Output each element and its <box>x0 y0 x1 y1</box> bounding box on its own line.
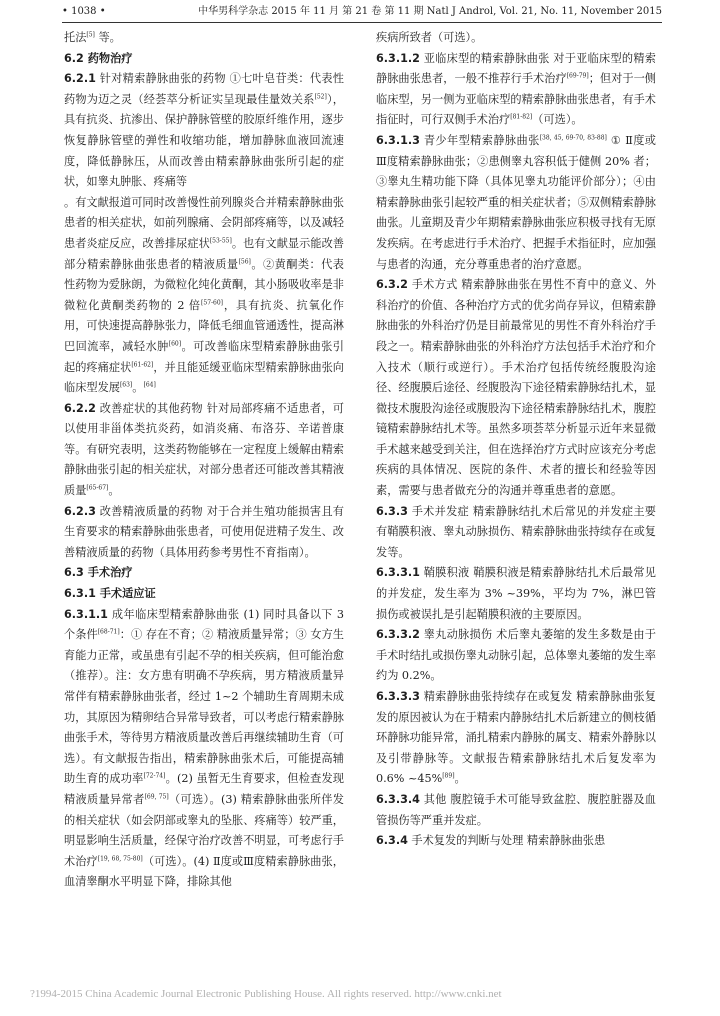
subsection-number: 6.2.1 <box>64 72 96 86</box>
paragraph-text: ：① 存在不育；② 精液质量异常；③ 女方生育能力正常，或虽患有引起不孕的相关疾病，但可能治愈（推荐）。注：女方患有明确不孕疾病，男方精液质量异常伴有精索静脉曲张者，经过 1~2 个辅助生育周期未成功，其原因为精卵结合异常导致者，可以考虑行精索静脉曲张手术，等待男方精液质量改善后再继续辅助生育（可选）。有文献报告指出，精索静脉曲张术后，可能提高辅助生育的成功率 <box>64 628 344 786</box>
paragraph-text: 。②黄酮类：代表性药物为爱脉朗，为微粒化纯化黄酮，其小肠吸收率是非微粒化黄酮类药物的 2 倍 <box>64 257 344 312</box>
paragraph-text: 。(2) 虽暂无生育要求，但检查发现精液质量异常者 <box>64 772 344 806</box>
citation: [52] <box>314 93 327 101</box>
subsection-number: 6.3.3 <box>376 504 408 518</box>
paragraph-text: 手术复发的判断与处理 精索静脉曲张患 <box>407 834 606 848</box>
citation: [60] <box>168 340 182 348</box>
section-heading: 6.3 手术治疗 <box>64 566 133 580</box>
citation: [53-55] <box>209 237 232 245</box>
paragraph-text: 。 <box>454 772 466 786</box>
paragraph-text: 睾丸动脉损伤 术后睾丸萎缩的发生多数是由于手术时结扎或损伤睾丸动脉引起，总体睾丸萎缩的发生率约为 0.2%。 <box>376 628 656 683</box>
paragraph-text: ，并且能延缓亚临床型精索静脉曲张向临床型发展 <box>64 360 344 395</box>
paragraph-text: 。也有文献显示能改善部分精索静脉曲张患者的精液质量 <box>64 236 344 271</box>
citation: [69, 75] <box>144 793 169 801</box>
paragraph-text: 改善症状的其他药物 针对局部疼痛不适患者，可以使用非甾体类抗炎药，如消炎痛、布洛芬、辛诺普康等。有研究表明，这类药物能够在一定程度上缓解由精索静脉曲张引起的相关症状，对部分患者还可能改善其精液质量 <box>64 401 344 498</box>
paragraph-text: 。有文献报道可同时改善慢性前列腺炎合并精索静脉曲张患者的相关症状，如前列腺痛、会阴部疼痛等，以及减轻患者炎症反应，改善排尿症状 <box>64 195 344 250</box>
citation: [63] <box>119 381 133 389</box>
citation: [72-74] <box>143 772 166 780</box>
subsection-number: 6.3.1.1 <box>64 607 108 621</box>
citation: [5] <box>86 31 95 39</box>
right-paragraph <box>376 790 656 831</box>
subsection-number: 6.3.1.3 <box>376 133 420 147</box>
paragraph-text: 亚临床型的精索静脉曲张 对于亚临床型的精索静脉曲张患者，一般不推荐行手术治疗 <box>376 51 656 86</box>
left-paragraph <box>64 605 344 893</box>
right-paragraph <box>376 131 656 275</box>
left-paragraph <box>64 69 344 193</box>
paragraph-text: 青少年型精索静脉曲张 <box>419 133 540 147</box>
left-paragraph <box>64 399 344 502</box>
paragraph-text: 成年临床型精索静脉曲张 (1) 同时具备以下 3 个条件 <box>64 607 344 642</box>
citation: [19, 68, 75-80] <box>97 855 143 863</box>
paragraph-text: （可选）。(3) 精索静脉曲张所伴发的相关症状（如会阴部或睾丸的坠胀、疼痛等）较严重，明显影响生活质量，经保守治疗改善不明显，可考虑行手术治疗 <box>64 792 344 868</box>
subsection-number: 6.3.2 <box>376 278 408 292</box>
subsection-number: 6.3.1.2 <box>376 51 420 65</box>
section-heading: 6.2 药物治疗 <box>64 51 133 65</box>
left-paragraph <box>64 193 344 399</box>
left-section-heading <box>64 49 344 70</box>
citation: [38, 45, 69-70, 83-88] <box>539 134 607 142</box>
paragraph-text: ，具有抗炎、抗氧化作用，可快速提高静脉张力，降低毛细血管通透性，提高淋巴回流率，减轻水肿 <box>64 298 344 353</box>
journal-info: 中华男科学杂志 2015 年 11 月 第 21 卷 第 11 期 Natl J Androl, Vol. 21, No. 11, November 2015 <box>198 6 662 17</box>
paragraph-text: 托法 <box>64 31 87 44</box>
paragraph-text: 鞘膜积液 鞘膜积液是精索静脉结扎术后最常见的并发症，发生率为 3% ~39%，平均为 7%，淋巴管损伤或被误扎是引起鞘膜积液的主要原因。 <box>376 566 656 621</box>
subsection-number: 6.2.2 <box>64 401 96 415</box>
paragraph-text: 手术方式 精索静脉曲张在男性不育中的意义、外科治疗的价值、各种治疗方式的优劣尚存异议，但精索静脉曲张的外科治疗仍是目前最常见的男性不育外科治疗手段之一。精索静脉曲张的外科治疗方法包括手术治疗和介入技术（顺行或逆行）。手术治疗包括传统经腹股沟途径、经腹膜后途径、经腹股沟下途径精索静脉结扎术，显微技术腹股沟途径或腹股沟下途径精索静脉结扎术，腹腔镜精索静脉结扎术等。虽然多项荟萃分析显示近年来显微手术越来越受到关注，但在选择治疗方式时应该充分考虑疾病的具体情况、医院的条件、术者的擅长和经验等因素，需要与患者做充分的沟通并尊重患者的意愿。 <box>376 278 656 498</box>
paragraph-text: ），具有抗炎、抗渗出、保护静脉管壁的胶原纤维作用，逐步恢复静脉管壁的弹性和收缩功能，增加静脉血液回流速度，降低静脉压，从而改善由精索静脉曲张所引起的症状，如睾丸肿胀、疼痛等 <box>64 92 344 189</box>
subsection-number: 6.3.3.4 <box>376 792 420 806</box>
subsection-number: 6.3.3.2 <box>376 628 420 642</box>
page-number: • 1038 • <box>62 6 106 17</box>
right-paragraph <box>376 28 656 49</box>
right-paragraph <box>376 563 656 625</box>
right-paragraph <box>376 502 656 564</box>
right-paragraph <box>376 49 656 131</box>
left-column <box>64 28 344 893</box>
subsection-number: 6.2.3 <box>64 504 96 518</box>
paragraph-text: （可选）。(4) Ⅱ度或Ⅲ度精索静脉曲张，血清睾酮水平明显下降，排除其他 <box>64 854 344 889</box>
left-paragraph <box>64 502 344 564</box>
paragraph-text: 。 <box>132 381 144 395</box>
paragraph-text: 改善精液质量的药物 对于合并生殖功能损害且有生育要求的精索静脉曲张患者，可使用促进精子发生、改善精液质量的药物（具体用药参考男性不育指南）。 <box>64 504 344 559</box>
paragraph-text: 。 <box>108 484 120 498</box>
paragraph-text: 针对精索静脉曲张的药物 ①七叶皂苷类：代表性药物为迈之灵（经荟萃分析证实呈现最佳量效关系 <box>64 72 344 106</box>
citation: [56] <box>238 257 251 265</box>
subsection-number: 6.3.4 <box>376 834 408 848</box>
right-paragraph <box>376 275 656 502</box>
citation: [68-71] <box>97 628 120 636</box>
citation: [65-67] <box>86 484 109 492</box>
right-paragraph <box>376 687 656 790</box>
paragraph-text: ① Ⅱ度或Ⅲ度精索静脉曲张；②患侧睾丸容积低于健侧 20% 者；③睾丸生精功能下降（具体见睾丸功能评价部分）；④由精索静脉曲张引起较严重的相关症状者；⑤双侧精索静脉曲张。儿童期及青少年期精索静脉曲张应积极寻找有无原发疾病。在考虑进行手术治疗、把握手术指征时，应加强与患者的沟通，充分尊重患者的治疗意愿。 <box>376 133 656 271</box>
citation: [61-62] <box>131 360 154 368</box>
subsection-number: 6.3.3.3 <box>376 690 420 703</box>
left-section-heading <box>64 584 344 605</box>
paragraph-text: 疾病所致者（可选）。 <box>376 31 483 44</box>
subsection-number: 6.3.3.1 <box>376 566 420 580</box>
right-paragraph <box>376 831 656 852</box>
paragraph-text: ；但对于一侧临床型，另一侧为亚临床型的精索静脉曲张患者，有手术指征时，可行双侧手术治疗 <box>376 72 656 127</box>
left-paragraph <box>64 28 344 49</box>
left-section-heading <box>64 563 344 584</box>
paragraph-text: 等。 <box>94 31 121 44</box>
right-paragraph <box>376 625 656 687</box>
citation: [81-82] <box>510 113 533 121</box>
paragraph-text: 其他 腹腔镜手术可能导致盆腔、腹腔脏器及血管损伤等严重并发症。 <box>376 792 656 827</box>
section-heading: 6.3.1 手术适应证 <box>64 587 156 601</box>
citation: [89] <box>442 772 455 780</box>
right-column <box>376 28 656 852</box>
citation: [57-60] <box>201 298 224 306</box>
paragraph-text: （可选）。 <box>532 113 583 127</box>
copyright-footer: ?1994-2015 China Academic Journal Electronic Publishing House. All rights reserved. http://www.cnki.net <box>30 988 502 1000</box>
citation: [69-79] <box>566 72 589 80</box>
citation: [64] <box>143 381 156 389</box>
paragraph-text: 精索静脉曲张持续存在或复发 精索静脉曲张复发的原因被认为在于精索内静脉结扎术后新建立的侧枝循环静脉功能异常，涌扎精索内静脉的属支、精索外静脉以及引带静脉等。文献报告精索静脉结扎术后复发率为 0.6% ~45% <box>376 690 656 786</box>
page-header <box>62 0 662 20</box>
paragraph-text: 手术并发症 精索静脉结扎术后常见的并发症主要有鞘膜积液、睾丸动脉损伤、精索静脉曲张持续存在或复发等。 <box>376 504 656 559</box>
header-rule <box>62 22 662 23</box>
paragraph-text: 。可改善临床型精索静脉曲张引起的疼痛症状 <box>64 339 344 374</box>
